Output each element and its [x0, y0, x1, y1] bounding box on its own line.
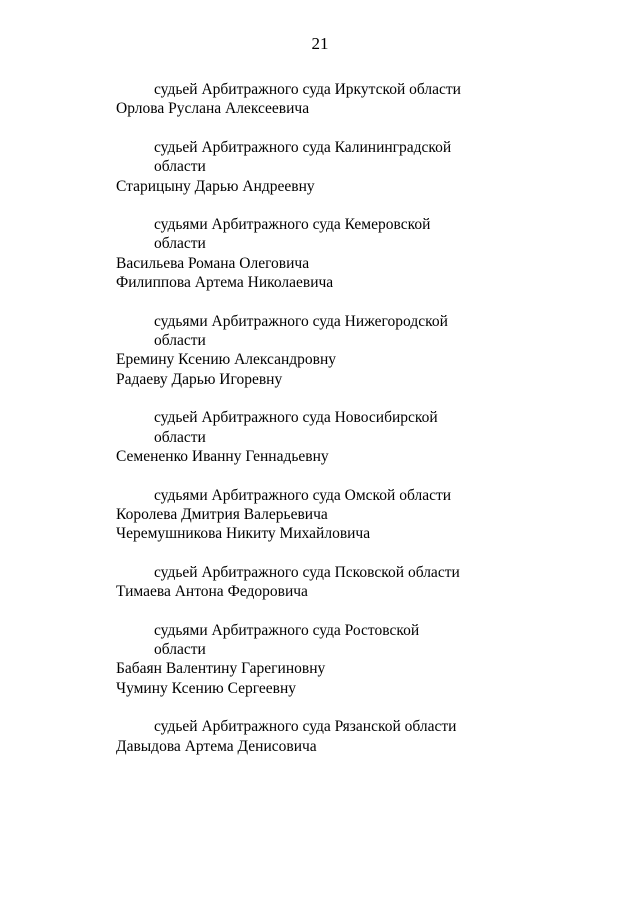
- judge-name: Тимаева Антона Федоровича: [116, 583, 308, 601]
- court-heading-line: судьями Арбитражного суда Нижегородской: [154, 312, 448, 330]
- court-heading-line: области: [154, 428, 206, 446]
- court-heading-line: области: [154, 235, 206, 253]
- judge-name: Орлова Руслана Алексеевича: [116, 100, 310, 118]
- appointment-block: [116, 138, 496, 196]
- appointment-list: [116, 80, 496, 775]
- judge-name: Чумину Ксению Сергеевну: [116, 679, 297, 697]
- court-heading-line: области: [154, 158, 206, 176]
- court-heading-line: судьей Арбитражного суда Иркутской области: [154, 81, 461, 98]
- court-heading-line: судьей Арбитражного суда Новосибирской: [154, 409, 438, 427]
- judge-name: Филиппова Артема Николаевича: [116, 274, 334, 292]
- appointment-block: [116, 621, 496, 699]
- court-heading-line: судьями Арбитражного суда Кемеровской: [154, 216, 431, 234]
- judge-name: Радаеву Дарью Игоревну: [116, 370, 283, 388]
- appointment-block: [116, 215, 496, 293]
- judge-name: Семененко Иванну Геннадьевну: [116, 448, 329, 466]
- court-heading-line: судьей Арбитражного суда Псковской области: [154, 563, 460, 581]
- appointment-block: [116, 486, 496, 544]
- appointment-block: [116, 80, 496, 119]
- court-heading-line: судьей Арбитражного суда Рязанской области: [154, 718, 457, 736]
- judge-name: Бабаян Валентину Гарегиновну: [116, 660, 326, 678]
- court-heading-line: судьями Арбитражного суда Омской области: [154, 486, 452, 504]
- court-heading-line: судьями Арбитражного суда Ростовской: [154, 621, 420, 639]
- appointment-block: [116, 312, 496, 390]
- court-heading-line: области: [154, 640, 206, 658]
- court-heading-line: области: [154, 332, 206, 350]
- court-heading-line: судьей Арбитражного суда Калининградской: [154, 138, 452, 156]
- appointment-block: [116, 408, 496, 466]
- judge-name: Старицыну Дарью Андреевну: [116, 177, 315, 195]
- appointment-block: [116, 563, 496, 602]
- judge-name: Королева Дмитрия Валерьевича: [116, 505, 328, 523]
- judge-name: Черемушникова Никиту Михайловича: [116, 525, 371, 543]
- judge-name: Давыдова Артема Денисовича: [116, 737, 317, 755]
- judge-name: Еремину Ксению Александровну: [116, 351, 337, 369]
- judge-name: Васильева Романа Олеговича: [116, 254, 310, 272]
- appointment-block: [116, 717, 496, 756]
- page-number: 21: [311, 34, 329, 53]
